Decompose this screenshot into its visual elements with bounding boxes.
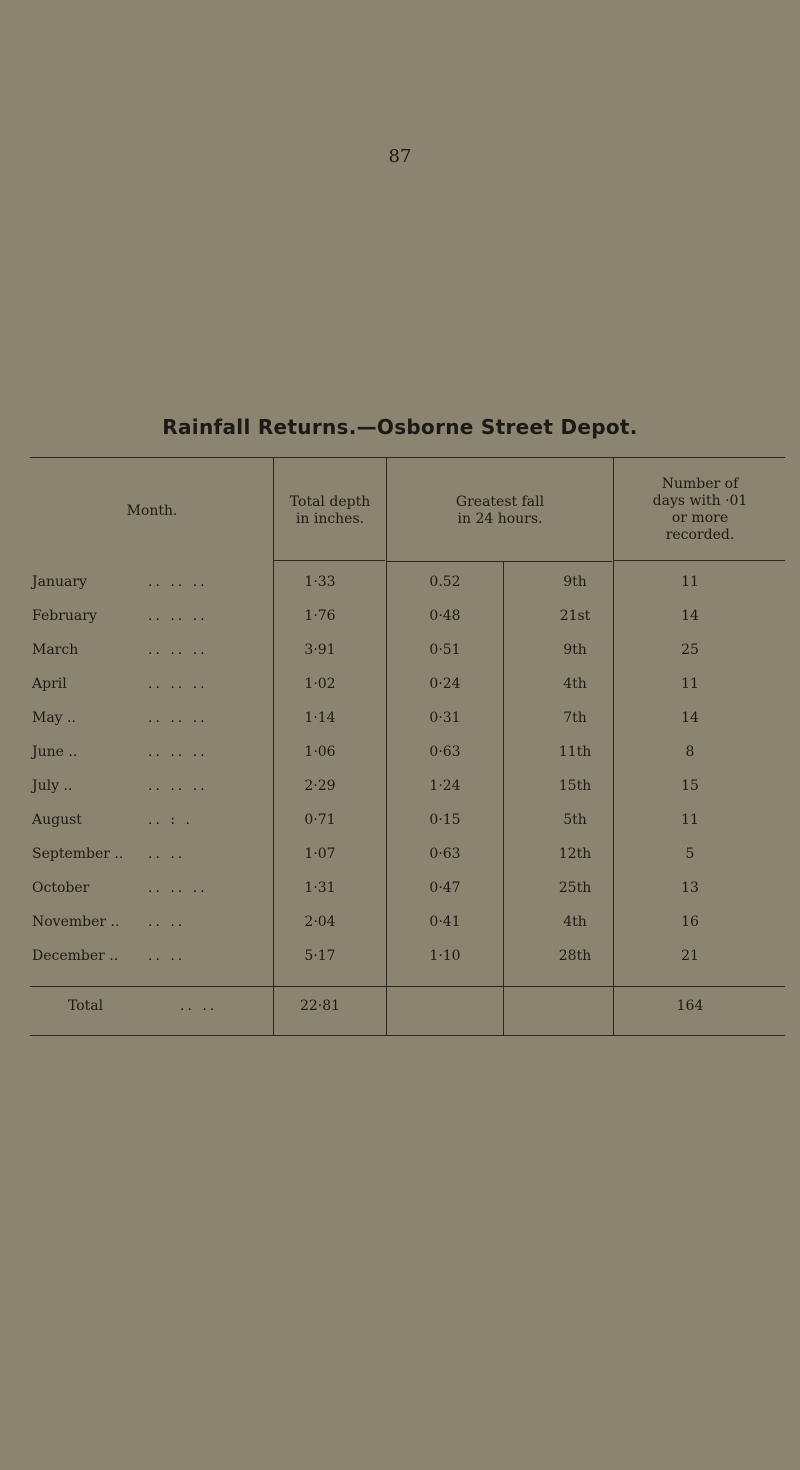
header-month: Month.	[126, 503, 178, 519]
header-days-recorded	[610, 476, 790, 544]
month-cell: July ..	[32, 778, 73, 794]
header-bottom-rule-greatest	[386, 561, 612, 562]
date-cell: 25th	[558, 880, 592, 896]
leader-dots: .. .. ..	[148, 778, 208, 794]
fall-cell: 0·24	[429, 676, 461, 692]
fall-cell: 1·24	[429, 778, 461, 794]
total-depth-cell: 22·81	[299, 998, 341, 1014]
month-cell: October	[32, 880, 90, 896]
leader-dots: .. .. ..	[148, 608, 208, 624]
table-row-march	[30, 634, 790, 668]
total-days-cell: 164	[676, 998, 704, 1014]
days-cell: 16	[681, 914, 699, 930]
fall-cell: 0·51	[429, 642, 461, 658]
fall-cell: 0·15	[429, 812, 461, 828]
leader-dots: .. : .	[148, 812, 193, 828]
date-cell: 4th	[563, 676, 587, 692]
depth-cell: 1·14	[304, 710, 336, 726]
depth-cell: 2·29	[304, 778, 336, 794]
table-row-june	[30, 736, 790, 770]
days-cell: 14	[681, 710, 699, 726]
fall-cell: 0.52	[429, 574, 461, 590]
table-row-november	[30, 906, 790, 940]
table-row-july	[30, 770, 790, 804]
month-cell: February	[32, 608, 97, 624]
leader-dots: .. ..	[148, 846, 186, 862]
days-cell: 13	[681, 880, 699, 896]
total-label: Total	[68, 998, 104, 1014]
page-title: Rainfall Returns.—Osborne Street Depot.	[162, 415, 638, 439]
table-row-april	[30, 668, 790, 702]
total-top-rule	[30, 986, 785, 987]
leader-dots: .. .. ..	[148, 676, 208, 692]
depth-cell: 0·71	[304, 812, 336, 828]
header-greatest-fall	[420, 494, 580, 528]
leader-dots: .. .. ..	[148, 744, 208, 760]
header-days-line-3: or more	[671, 510, 729, 526]
month-cell: March	[32, 642, 79, 658]
table-row-october	[30, 872, 790, 906]
leader-dots: .. ..	[148, 914, 186, 930]
depth-cell: 1·76	[304, 608, 336, 624]
table-row-january	[30, 566, 790, 600]
header-greatest-fall-line-2: in 24 hours.	[457, 511, 543, 527]
days-cell: 21	[681, 948, 699, 964]
date-cell: 11th	[558, 744, 592, 760]
leader-dots: .. .. ..	[148, 642, 208, 658]
leader-dots: .. .. ..	[148, 880, 208, 896]
depth-cell: 1·07	[304, 846, 336, 862]
table-row-may	[30, 702, 790, 736]
days-cell: 25	[681, 642, 699, 658]
date-cell: 5th	[563, 812, 587, 828]
leader-dots: .. .. ..	[148, 574, 208, 590]
depth-cell: 1·06	[304, 744, 336, 760]
table-row-december	[30, 940, 790, 974]
month-cell: November ..	[32, 914, 120, 930]
days-cell: 5	[685, 846, 695, 862]
table-row-total	[30, 990, 790, 1024]
table-row-september	[30, 838, 790, 872]
days-cell: 11	[681, 574, 699, 590]
fall-cell: 0·48	[429, 608, 461, 624]
date-cell: 21st	[559, 608, 591, 624]
header-bottom-rule-right	[613, 560, 785, 561]
header-greatest-fall-line-1: Greatest fall	[455, 494, 545, 510]
header-days-line-4: recorded.	[665, 527, 735, 543]
month-cell: January	[32, 574, 87, 590]
table-top-rule	[30, 457, 785, 458]
month-cell: August	[32, 812, 82, 828]
date-cell: 12th	[558, 846, 592, 862]
fall-cell: 0·47	[429, 880, 461, 896]
depth-cell: 5·17	[304, 948, 336, 964]
date-cell: 15th	[558, 778, 592, 794]
fall-cell: 1·10	[429, 948, 461, 964]
month-cell: December ..	[32, 948, 119, 964]
month-cell: April	[32, 676, 67, 692]
depth-cell: 2·04	[304, 914, 336, 930]
month-cell: June ..	[32, 744, 78, 760]
days-cell: 11	[681, 812, 699, 828]
fall-cell: 0·63	[429, 846, 461, 862]
table-row-august	[30, 804, 790, 838]
header-total-depth	[260, 494, 400, 528]
leader-dots: .. ..	[180, 998, 218, 1014]
month-cell: September ..	[32, 846, 124, 862]
table-bottom-rule	[30, 1035, 785, 1036]
depth-cell: 1·31	[304, 880, 336, 896]
fall-cell: 0·63	[429, 744, 461, 760]
date-cell: 28th	[558, 948, 592, 964]
days-cell: 8	[685, 744, 695, 760]
days-cell: 15	[681, 778, 699, 794]
month-cell: May ..	[32, 710, 76, 726]
depth-cell: 1·33	[304, 574, 336, 590]
date-cell: 7th	[563, 710, 587, 726]
days-cell: 11	[681, 676, 699, 692]
header-bottom-rule-left	[273, 560, 385, 561]
date-cell: 4th	[563, 914, 587, 930]
header-total-depth-line-1: Total depth	[289, 494, 371, 510]
leader-dots: .. ..	[148, 948, 186, 964]
header-days-line-2: days with ·01	[652, 493, 748, 509]
depth-cell: 1·02	[304, 676, 336, 692]
table-row-february	[30, 600, 790, 634]
depth-cell: 3·91	[304, 642, 336, 658]
header-days-line-1: Number of	[661, 476, 739, 492]
date-cell: 9th	[563, 642, 587, 658]
date-cell: 9th	[563, 574, 587, 590]
fall-cell: 0·41	[429, 914, 461, 930]
header-total-depth-line-2: in inches.	[295, 511, 365, 527]
page-number: 87	[388, 146, 412, 167]
leader-dots: .. .. ..	[148, 710, 208, 726]
days-cell: 14	[681, 608, 699, 624]
fall-cell: 0·31	[429, 710, 461, 726]
